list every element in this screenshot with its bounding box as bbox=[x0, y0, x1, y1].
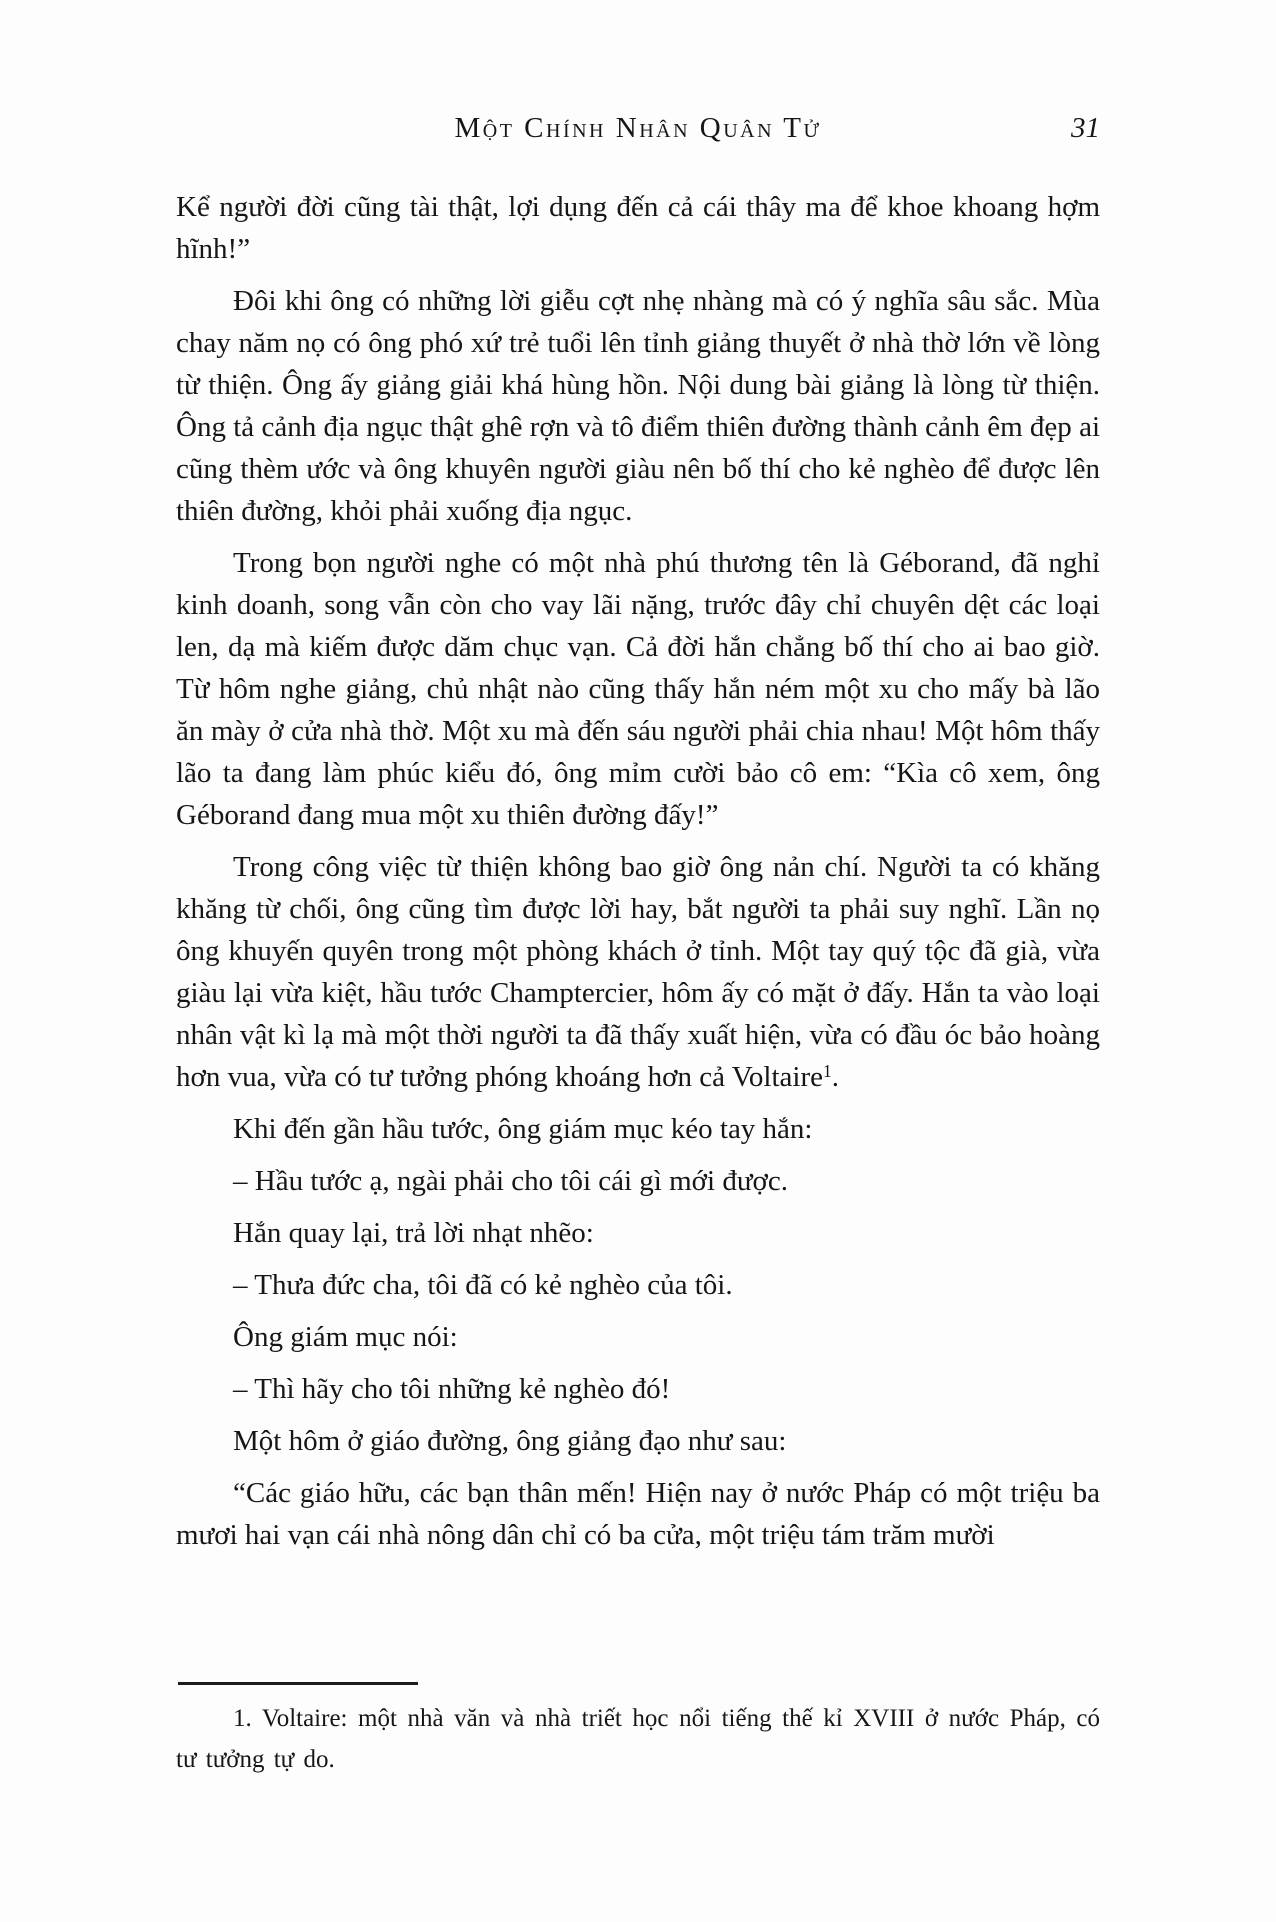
running-header bbox=[176, 106, 1100, 150]
footnote-section bbox=[176, 1682, 1100, 1780]
paragraph-text: . bbox=[831, 1061, 839, 1093]
paragraph: Ông giám mục nói: bbox=[233, 1321, 458, 1353]
paragraph: “Các giáo hữu, các bạn thân mến! Hiện nay ở nước Pháp có một triệu ba mươi hai vạn cái nhà nông dân chỉ có ba cửa, một triệu tám trăm mười bbox=[176, 1477, 1100, 1551]
paragraph: Kể người đời cũng tài thật, lợi dụng đến cả cái thây ma để khoe khoang hợm hĩnh!” bbox=[176, 191, 1100, 265]
footnote-ref: 1 bbox=[823, 1061, 832, 1082]
paragraph: Một hôm ở giáo đường, ông giảng đạo như sau: bbox=[233, 1425, 787, 1457]
paragraph: Khi đến gần hầu tước, ông giám mục kéo tay hắn: bbox=[233, 1113, 813, 1145]
paragraph: Hắn quay lại, trả lời nhạt nhẽo: bbox=[233, 1217, 594, 1249]
footnote-item: 1. Voltaire: một nhà văn và nhà triết học nổi tiếng thế kỉ XVIII ở nước Pháp, có tư tưởng tự do. bbox=[176, 1705, 1100, 1773]
paragraph bbox=[176, 846, 1100, 1098]
dialogue-line: – Hầu tước ạ, ngài phải cho tôi cái gì mới được. bbox=[233, 1165, 788, 1197]
footnote-divider bbox=[178, 1682, 418, 1685]
dialogue-line: – Thưa đức cha, tôi đã có kẻ nghèo của tôi. bbox=[233, 1269, 733, 1301]
page-body bbox=[176, 186, 1100, 1566]
chapter-title: Một Chính Nhân Quân Tử bbox=[454, 112, 822, 144]
paragraph: Trong bọn người nghe có một nhà phú thương tên là Géborand, đã nghỉ kinh doanh, song vẫn còn cho vay lãi nặng, trước đây chỉ chuyên dệt các loại len, dạ mà kiếm được dăm chục vạn. Cả đời hắn chẳng bố thí cho ai bao giờ. Từ hôm nghe giảng, chủ nhật nào cũng thấy hắn ném một xu cho mấy bà lão ăn mày ở cửa nhà thờ. Một xu mà đến sáu người phải chia nhau! Một hôm thấy lão ta đang làm phúc kiểu đó, ông mỉm cười bảo cô em: “Kìa cô xem, ông Géborand đang mua một xu thiên đường đấy!” bbox=[176, 547, 1100, 831]
dialogue-line: – Thì hãy cho tôi những kẻ nghèo đó! bbox=[233, 1373, 671, 1405]
page-number: 31 bbox=[1071, 112, 1100, 144]
paragraph-text: Trong công việc từ thiện không bao giờ ông nản chí. Người ta có khăng khăng từ chối, ông cũng tìm được lời hay, bắt người ta phải suy nghĩ. Lần nọ ông khuyến quyên trong một phòng khách ở tỉnh. Một tay quý tộc đã già, vừa giàu lại vừa kiệt, hầu tước Champtercier, hôm ấy có mặt ở đấy. Hắn ta vào loại nhân vật kì lạ mà một thời người ta đã thấy xuất hiện, vừa có đầu óc bảo hoàng hơn vua, vừa có tư tưởng phóng khoáng hơn cả Voltaire bbox=[176, 851, 1100, 1093]
footnote-text bbox=[176, 1698, 1100, 1780]
paragraph: Đôi khi ông có những lời giễu cợt nhẹ nhàng mà có ý nghĩa sâu sắc. Mùa chay năm nọ có ông phó xứ trẻ tuổi lên tỉnh giảng thuyết ở nhà thờ lớn về lòng từ thiện. Ông ấy giảng giải khá hùng hồn. Nội dung bài giảng là lòng từ thiện. Ông tả cảnh địa ngục thật ghê rợn và tô điểm thiên đường thành cảnh êm đẹp ai cũng thèm ước và ông khuyên người giàu nên bố thí cho kẻ nghèo để được lên thiên đường, khỏi phải xuống địa ngục. bbox=[176, 285, 1100, 527]
